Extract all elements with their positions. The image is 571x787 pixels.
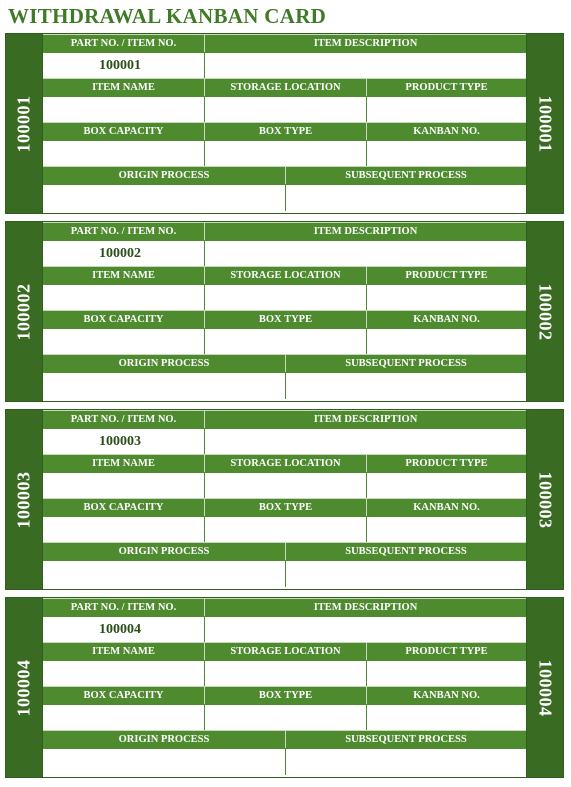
part-no-field[interactable]: 100002 <box>43 240 205 266</box>
product-type-label: PRODUCT TYPE <box>367 642 526 660</box>
origin-process-label: ORIGIN PROCESS <box>43 542 286 560</box>
storage-location-field[interactable] <box>205 472 367 498</box>
value-row <box>43 704 526 730</box>
item-description-field[interactable] <box>205 52 526 78</box>
box-type-field[interactable] <box>205 328 367 354</box>
side-number-label: 100004 <box>535 659 556 716</box>
side-number-label: 100001 <box>535 95 556 152</box>
item-name-label: ITEM NAME <box>43 454 205 472</box>
value-row <box>43 284 526 310</box>
item-description-field[interactable] <box>205 240 526 266</box>
box-capacity-field[interactable] <box>43 140 205 166</box>
header-row <box>43 266 526 284</box>
value-row <box>43 428 526 454</box>
value-row <box>43 472 526 498</box>
header-row <box>43 642 526 660</box>
header-row <box>43 122 526 140</box>
origin-process-label: ORIGIN PROCESS <box>43 730 286 748</box>
item-name-field[interactable] <box>43 660 205 686</box>
part-no-field[interactable]: 100003 <box>43 428 205 454</box>
card-body <box>42 222 527 401</box>
box-capacity-label: BOX CAPACITY <box>43 686 205 704</box>
item-name-field[interactable] <box>43 96 205 122</box>
kanban-no-field[interactable] <box>367 704 526 730</box>
product-type-field[interactable] <box>367 660 526 686</box>
header-row <box>43 34 526 52</box>
item-description-label: ITEM DESCRIPTION <box>205 34 526 52</box>
storage-location-label: STORAGE LOCATION <box>205 78 367 96</box>
product-type-field[interactable] <box>367 284 526 310</box>
product-type-label: PRODUCT TYPE <box>367 454 526 472</box>
product-type-label: PRODUCT TYPE <box>367 78 526 96</box>
storage-location-label: STORAGE LOCATION <box>205 266 367 284</box>
card-side-left <box>6 222 42 401</box>
origin-process-label: ORIGIN PROCESS <box>43 354 286 372</box>
header-row <box>43 310 526 328</box>
box-type-label: BOX TYPE <box>205 686 367 704</box>
page-title: WITHDRAWAL KANBAN CARD <box>8 4 327 28</box>
item-name-field[interactable] <box>43 472 205 498</box>
subsequent-process-field[interactable] <box>286 372 526 399</box>
kanban-card <box>5 221 564 402</box>
card-side-right <box>527 598 563 777</box>
kanban-card <box>5 597 564 778</box>
subsequent-process-field[interactable] <box>286 184 526 211</box>
header-row <box>43 542 526 560</box>
card-side-right <box>527 410 563 589</box>
kanban-no-field[interactable] <box>367 516 526 542</box>
product-type-field[interactable] <box>367 472 526 498</box>
part-no-label: PART NO. / ITEM NO. <box>43 222 205 240</box>
header-row <box>43 730 526 748</box>
box-capacity-label: BOX CAPACITY <box>43 122 205 140</box>
header-row <box>43 78 526 96</box>
item-description-field[interactable] <box>205 428 526 454</box>
part-no-label: PART NO. / ITEM NO. <box>43 598 205 616</box>
value-row <box>43 328 526 354</box>
item-name-field[interactable] <box>43 284 205 310</box>
box-capacity-field[interactable] <box>43 704 205 730</box>
box-capacity-field[interactable] <box>43 328 205 354</box>
header-row <box>43 222 526 240</box>
item-description-field[interactable] <box>205 616 526 642</box>
value-row <box>43 560 526 587</box>
card-body <box>42 34 527 213</box>
card-body <box>42 410 527 589</box>
kanban-card <box>5 33 564 214</box>
value-row <box>43 616 526 642</box>
box-type-field[interactable] <box>205 704 367 730</box>
subsequent-process-label: SUBSEQUENT PROCESS <box>286 730 526 748</box>
card-side-left <box>6 34 42 213</box>
card-body <box>42 598 527 777</box>
value-row <box>43 184 526 211</box>
header-row <box>43 410 526 428</box>
item-description-label: ITEM DESCRIPTION <box>205 598 526 616</box>
box-type-field[interactable] <box>205 140 367 166</box>
value-row <box>43 516 526 542</box>
item-name-label: ITEM NAME <box>43 642 205 660</box>
side-number-label: 100002 <box>535 283 556 340</box>
part-no-label: PART NO. / ITEM NO. <box>43 410 205 428</box>
card-side-right <box>527 222 563 401</box>
box-capacity-label: BOX CAPACITY <box>43 310 205 328</box>
header-row <box>43 498 526 516</box>
origin-process-field[interactable] <box>43 184 286 211</box>
value-row <box>43 748 526 775</box>
value-row <box>43 140 526 166</box>
kanban-no-label: KANBAN NO. <box>367 122 526 140</box>
value-row <box>43 240 526 266</box>
kanban-no-field[interactable] <box>367 328 526 354</box>
subsequent-process-label: SUBSEQUENT PROCESS <box>286 542 526 560</box>
card-side-right <box>527 34 563 213</box>
value-row <box>43 372 526 399</box>
box-type-label: BOX TYPE <box>205 498 367 516</box>
part-no-field[interactable]: 100004 <box>43 616 205 642</box>
storage-location-label: STORAGE LOCATION <box>205 642 367 660</box>
item-name-label: ITEM NAME <box>43 266 205 284</box>
kanban-no-label: KANBAN NO. <box>367 686 526 704</box>
box-capacity-label: BOX CAPACITY <box>43 498 205 516</box>
subsequent-process-label: SUBSEQUENT PROCESS <box>286 166 526 184</box>
origin-process-field[interactable] <box>43 748 286 775</box>
box-capacity-field[interactable] <box>43 516 205 542</box>
side-number-label: 100002 <box>13 283 34 340</box>
origin-process-label: ORIGIN PROCESS <box>43 166 286 184</box>
item-name-label: ITEM NAME <box>43 78 205 96</box>
kanban-no-label: KANBAN NO. <box>367 310 526 328</box>
subsequent-process-field[interactable] <box>286 560 526 587</box>
header-row <box>43 166 526 184</box>
product-type-field[interactable] <box>367 96 526 122</box>
value-row <box>43 52 526 78</box>
card-side-left <box>6 598 42 777</box>
side-number-label: 100001 <box>13 95 34 152</box>
item-description-label: ITEM DESCRIPTION <box>205 222 526 240</box>
box-type-label: BOX TYPE <box>205 122 367 140</box>
card-side-left <box>6 410 42 589</box>
side-number-label: 100003 <box>535 471 556 528</box>
header-row <box>43 354 526 372</box>
subsequent-process-field[interactable] <box>286 748 526 775</box>
storage-location-field[interactable] <box>205 284 367 310</box>
part-no-label: PART NO. / ITEM NO. <box>43 34 205 52</box>
box-type-label: BOX TYPE <box>205 310 367 328</box>
subsequent-process-label: SUBSEQUENT PROCESS <box>286 354 526 372</box>
kanban-card <box>5 409 564 590</box>
product-type-label: PRODUCT TYPE <box>367 266 526 284</box>
storage-location-label: STORAGE LOCATION <box>205 454 367 472</box>
header-row <box>43 598 526 616</box>
value-row <box>43 660 526 686</box>
value-row <box>43 96 526 122</box>
item-description-label: ITEM DESCRIPTION <box>205 410 526 428</box>
box-type-field[interactable] <box>205 516 367 542</box>
origin-process-field[interactable] <box>43 372 286 399</box>
origin-process-field[interactable] <box>43 560 286 587</box>
header-row <box>43 454 526 472</box>
storage-location-field[interactable] <box>205 660 367 686</box>
storage-location-field[interactable] <box>205 96 367 122</box>
kanban-no-field[interactable] <box>367 140 526 166</box>
side-number-label: 100003 <box>13 471 34 528</box>
side-number-label: 100004 <box>13 659 34 716</box>
kanban-no-label: KANBAN NO. <box>367 498 526 516</box>
header-row <box>43 686 526 704</box>
part-no-field[interactable]: 100001 <box>43 52 205 78</box>
